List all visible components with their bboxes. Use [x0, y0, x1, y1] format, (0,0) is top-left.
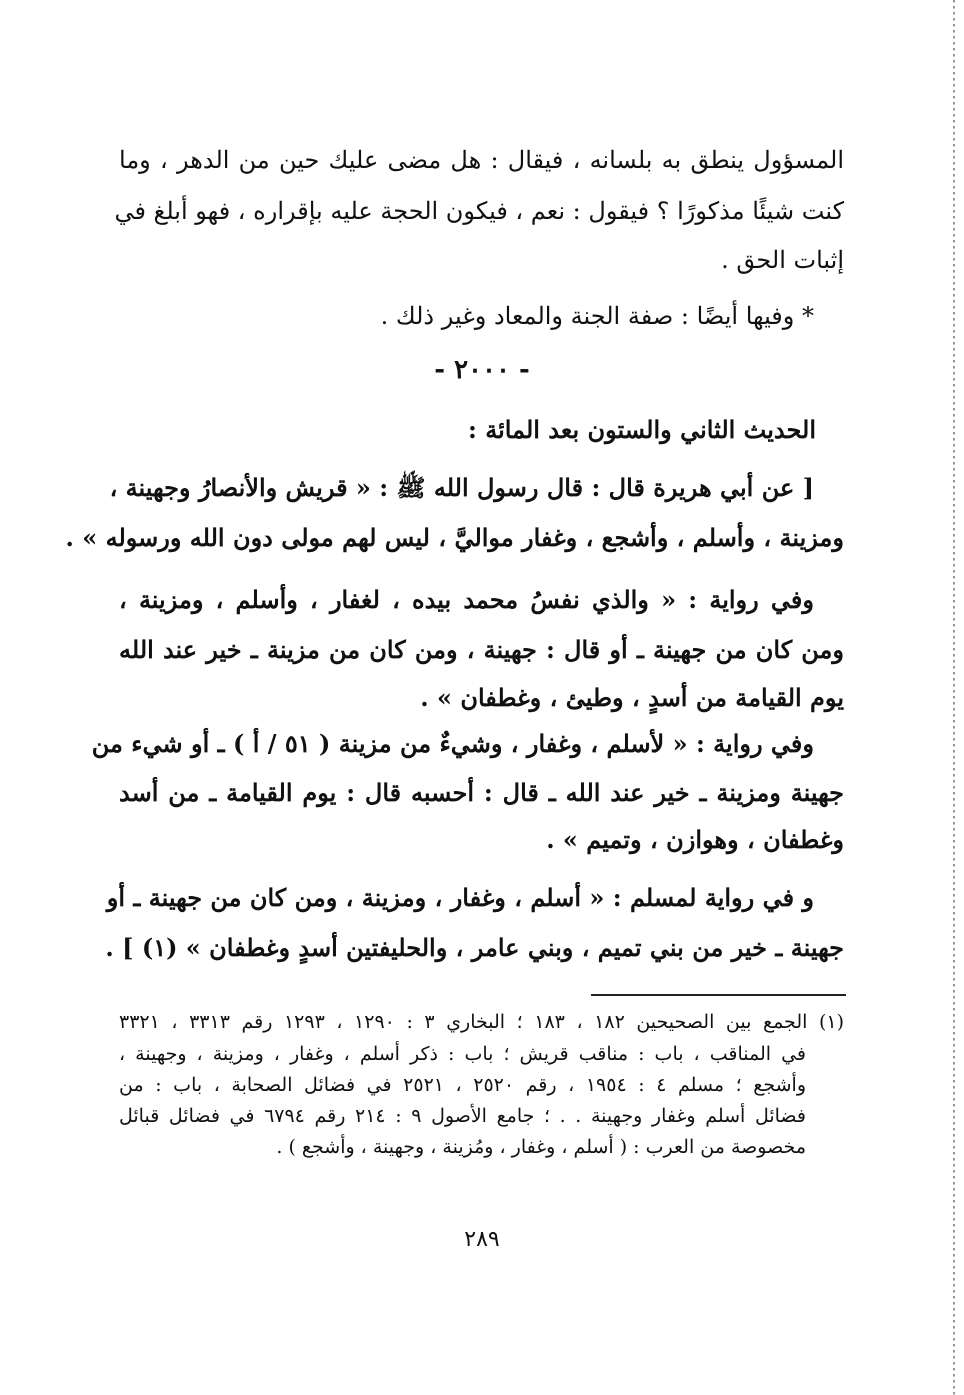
intro-line-2: كنت شيئًا مذكورًا ؟ فيقول : نعم ، فيكون الحجة عليه بإقراره ، فهو أبلغ في — [114, 197, 844, 225]
hadith-line-1: [ عن أبي هريرة قال : قال رسول الله ﷺ : « قريش والأنصارُ وجهينة ، — [109, 473, 814, 502]
hadith-line-9: و في رواية لمسلم : « أسلم ، وغفار ، ومزينة ، ومن كان من جهينة ـ أو — [106, 883, 814, 912]
hadith-line-10: جهينة ـ خير من بني تميم ، وبني عامر ، والحليفتين أسدٍ وغطفان » (١) ] . — [105, 933, 844, 962]
footnote-separator — [591, 994, 846, 996]
hadith-line-5: يوم القيامة من أسدٍ ، وطيئ ، وغطفان » . — [420, 683, 844, 712]
footnote-line-2: في المناقب ، باب : مناقب قريش ؛ باب : ذكر أسلم ، وغفار ، ومزينة ، وجهينة ، — [119, 1043, 806, 1065]
intro-line-4: * وفيها أيضًا : صفة الجنة والمعاد وغير ذلك . — [380, 302, 814, 330]
hadith-heading: الحديث الثاني والستون بعد المائة : — [468, 415, 816, 444]
hadith-line-8: وغطفان ، وهوازن ، وتميم » . — [546, 825, 844, 854]
footnote-line-1: (١) الجمع بين الصحيحين ١٨٢ ، ١٨٣ ؛ البخاري ٣ : ١٢٩٠ ، ١٢٩٣ رقم ٣٣١٣ ، ٣٣٢١ — [119, 1011, 845, 1033]
hadith-line-6: وفي رواية : « لأسلم ، وغفار ، وشيءٌ من مزينة ( ٥١ / أ ) ـ أو شيء من — [91, 729, 814, 758]
intro-line-1: المسؤول ينطق به بلسانه ، فيقال : هل مضى عليك حين من الدهر ، وما — [119, 146, 844, 174]
footnote-line-5: مخصوصة من العرب : ( أسلم ، وغفار ، ومُزينة ، وجهينة ، وأشجع ) . — [276, 1136, 806, 1158]
hadith-line-7: جهينة ومزينة ـ خير عند الله ـ قال : أحسبه قال : يوم القيامة ـ من أسد — [119, 778, 844, 807]
hadith-line-2: ومزينة ، وأسلم ، وأشجع ، وغفار مواليَّ ، ليس لهم مولى دون الله ورسوله » . — [65, 523, 844, 552]
hadith-line-4: ومن كان من جهينة ـ أو قال : جهينة ، ومن كان من مزينة ـ خير عند الله — [119, 635, 844, 664]
page-number: ٢٨٩ — [464, 1227, 500, 1252]
scan-edge-dots — [953, 0, 955, 1395]
section-divider: - ٢٠٠٠ - — [434, 355, 530, 385]
footnote-line-4: فضائل أسلم وغفار وجهينة . . ؛ جامع الأصول ٩ : ٢١٤ رقم ٦٧٩٤ في فضائل قبائل — [119, 1105, 806, 1127]
footnote-line-3: وأشجع ؛ مسلم ٤ : ١٩٥٤ ، رقم ٢٥٢٠ ، ٢٥٢١ في فضائل الصحابة ، باب : من — [119, 1074, 806, 1096]
hadith-line-3: وفي رواية : « والذي نفسُ محمد بيده ، لغفار ، وأسلم ، ومزينة ، — [119, 585, 814, 614]
intro-line-3: إثبات الحق . — [721, 246, 844, 274]
